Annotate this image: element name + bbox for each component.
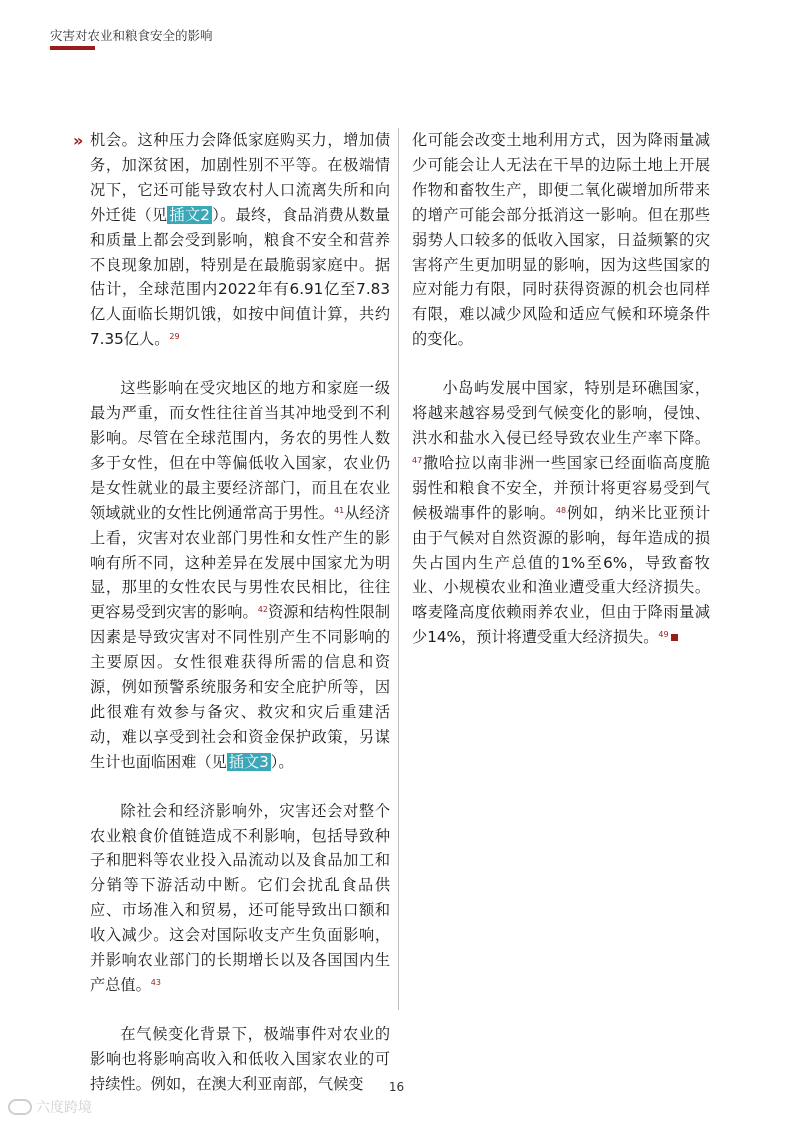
paragraph: 这些影响在受灾地区的地方和家庭一级最为严重，而女性往往首当其冲地受到不利影响。尽管在全球范围内，务农的男性人数多于女性，但在中等偏低收入国家，农业仍是女性就业的最主要经济部门，而且在农业领域就业的女性比例通常高于男性。$^{41}$从经济上看，灾害对农业部门男性和女性产生的影响有所不同，这种差异在发展中国家尤为明显，那里的女性农民与男性农民相比，往往更容易受到灾害的影响。$^{42}$资源和结构性限制因素是导致灾害对不同性别产生不同影响的主要原因。女性很难获得所需的信息和资源，例如预警系统服务和安全庇护所等，因此很难有效参与备灾、救灾和灾后重建活动，难以享受到社会和资金保护政策，另谋生计也面临困难（见 插文3 ）。 [90, 379, 391, 771]
header-accent-bar [50, 46, 95, 50]
page-number: 16 [388, 1080, 405, 1094]
paragraph: 化可能会改变土地利用方式，因为降雨量减少可能会让人无法在干旱的边际土地上开展作物和畜牧生产，即便二氧化碳增加所带来的增产可能会部分抵消这一影响。但在那些弱势人口较多的低收入国家，日益频繁的灾害将产生更加明显的影响，因为这些国家的应对能力有限，同时获得资源的机会也同样有限，难以减少风险和适应气候和环境条件的变化。 [412, 131, 710, 349]
paragraph: 机会。这种压力会降低家庭购买力，增加债务，加深贫困，加剧性别不平等。在极端情况下，它还可能导致农村人口流离失所和向外迁徙（见 插文2 ）。最终，食品消费从数量和质量上都会受到影响，粮食不安全和营养不良现象加剧，特别是在最脆弱家庭中。据估计，全球范围内2022年有6.91亿至7.83亿人面临长期饥饿，如按中间值计算，共约7.35亿人。$^{29}$ [90, 131, 391, 349]
left-column [90, 128, 390, 1097]
running-header: 灾害对农业和粮食安全的影响 [50, 28, 213, 43]
footnote-ref[interactable]: 49 [658, 630, 669, 640]
footnote-ref[interactable]: 47 [412, 455, 423, 465]
footnote-ref[interactable]: 43 [150, 978, 161, 987]
column-divider [398, 128, 399, 1010]
paragraph: 在气候变化背景下，极端事件对农业的影响也将影响高收入和低收入国家农业的可持续性。例如，在澳大利亚南部，气候变 [90, 1024, 390, 1093]
footnote-ref[interactable]: 48 [555, 505, 567, 515]
footnote-ref[interactable]: 42 [257, 605, 268, 615]
right-column [412, 128, 710, 650]
paragraph: 小岛屿发展中国家，特别是环礁国家，将越来越容易受到气候变化的影响，侵蚀、洪水和盐水入侵已经导致农业生产率下降。$^{47}$撒哈拉以南非洲一些国家已经面临高度脆弱性和粮食不安全，并预计将更容易受到气候极端事件的影响。$^{48}$例如，纳米比亚预计由于气候对自然资源的影响，每年造成的损失占国内生产总值的1%至6%，导致畜牧业、小规模农业和渔业遭受重大经济损失。喀麦隆高度依赖雨养农业，但由于降雨量减少14%，预计将遭受重大经济损失。$^{49}$ [412, 379, 711, 647]
watermark-logo-icon [8, 1099, 32, 1115]
continuation-arrow-icon: » [73, 131, 84, 150]
footnote-ref[interactable]: 29 [169, 332, 180, 342]
box-2-link[interactable]: 插文2 [169, 205, 210, 224]
box-3-link[interactable]: 插文3 [228, 752, 269, 771]
end-of-article-icon [671, 634, 678, 641]
footnote-ref[interactable]: 41 [334, 505, 345, 515]
watermark: 六度跨境 [8, 1097, 92, 1117]
paragraph: 除社会和经济影响外，灾害还会对整个农业粮食价值链造成不利影响，包括导致种子和肥料等农业投入品流动以及食品加工和分销等下游活动中断。它们会扰乱食品供应、市场准入和贸易，还可能导致出口额和收入减少。这会对国际收支产生负面影响，并影响农业部门的长期增长以及各国国内生产总值。$^{43}$ [90, 801, 390, 994]
